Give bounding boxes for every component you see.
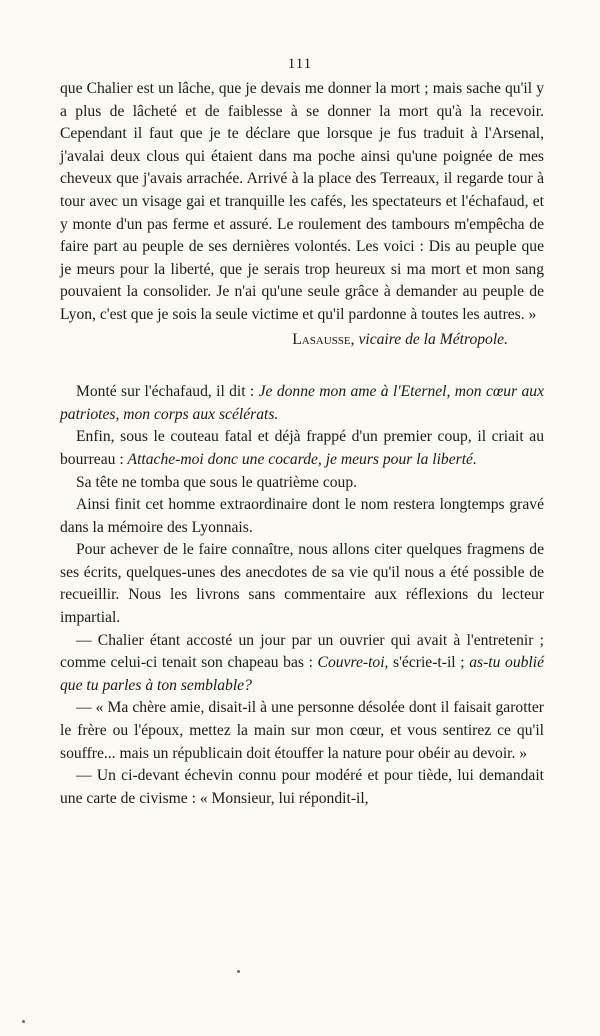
paper-speck xyxy=(22,1020,25,1023)
signature-title: vicaire de la Métropole. xyxy=(358,330,508,348)
anecdote-worker-quote-1: Couvre-toi xyxy=(317,654,385,672)
paragraph-anecdote-worker xyxy=(60,630,544,698)
section-gap xyxy=(60,351,544,381)
paragraph-anecdote-friend: — « Ma chère amie, disait-il à une personne désolée dont il faisait garotter le frère ou l'époux, mettez la main sur mon cœur, et vous sentirez ce qu'il souffre... mais un républicain doit étouffer la nature pour obéir au devoir. » xyxy=(60,699,544,762)
paragraph-fragments-intro: Pour achever de le faire connaître, nous allons citer quelques fragmens de ses écrits, quelques-unes des anecdotes de sa vie qu'il nous a été possible de recueillir. Nous les livrons sans commentaire aux réflexions du lecteur impartial. xyxy=(60,541,544,627)
signature xyxy=(60,329,508,352)
paragraph-final-cry-quote: Attache-moi donc une cocarde, je meurs pour la liberté. xyxy=(127,450,477,468)
quote-paragraph: que Chalier est un lâche, que je devais me donner la mort ; mais sache qu'il y a plus de lâcheté et de faiblesse à se donner la mort qu'à la recevoir. Cependant il faut que je te déclare que lorsque je fus traduit à l'Arsenal, j'avalai deux clous qui étaient dans ma poche ainsi qu'une poignée de mes cheveux que j'avais arrachée. Arrivé à la place des Terreaux, il regarde tour à tour avec un visage gai et tranquille les cafés, les spectateurs et l'échafaud, et y monte d'un pas ferme et assuré. Le roulement des tambours m'empêcha de faire part au peuple de ses dernières volontés. Les voici : Dis au peuple que je meurs pour la liberté, que je serais trop heureux si ma mort et mon sang pouvaient la consolider. Je n'ai qu'une seule grâce à demander au peuple de Lyon, c'est que je sois la seule victime et qu'il pardonne à toutes les autres. » xyxy=(60,80,544,323)
paragraph-scaffold-quote: Je donne mon ame à l'Eternel, mon cœur aux patriotes, mon corps aux scélérats. xyxy=(60,383,544,423)
paragraph-head-fall: Sa tête ne tomba que sous le quatrième coup. xyxy=(76,473,358,491)
signature-name: Lasausse, xyxy=(292,330,355,348)
paragraph-scaffold xyxy=(60,381,544,426)
paragraph-scaffold-text: Monté sur l'échafaud, il dit : xyxy=(76,383,259,401)
page-number: 111 xyxy=(287,56,313,72)
anecdote-worker-quote-2: as-tu oublié que tu parles à ton semblable? xyxy=(60,654,544,694)
paper-speck xyxy=(237,970,240,973)
page-body xyxy=(60,56,544,810)
paragraph-anecdote-echevin: — Un ci-devant échevin connu pour modéré et pour tiède, lui demandait une carte de civisme : « Monsieur, lui répondit-il, xyxy=(60,767,544,807)
paragraph-ending: Ainsi finit cet homme extraordinaire dont le nom restera longtemps gravé dans la mémoire des Lyonnais. xyxy=(60,496,544,536)
paragraph-final-cry-text: Enfin, sous le couteau fatal et déjà frappé d'un premier coup, il criait au bourreau : xyxy=(60,428,544,468)
paragraph-final-cry xyxy=(60,426,544,471)
anecdote-worker-text: — Chalier étant accosté un jour par un ouvrier qui avait à l'entretenir ; comme celui-ci tenait son chapeau bas : xyxy=(60,631,544,672)
anecdote-worker-text-2: , s'écrie-t-il ; xyxy=(384,654,470,672)
